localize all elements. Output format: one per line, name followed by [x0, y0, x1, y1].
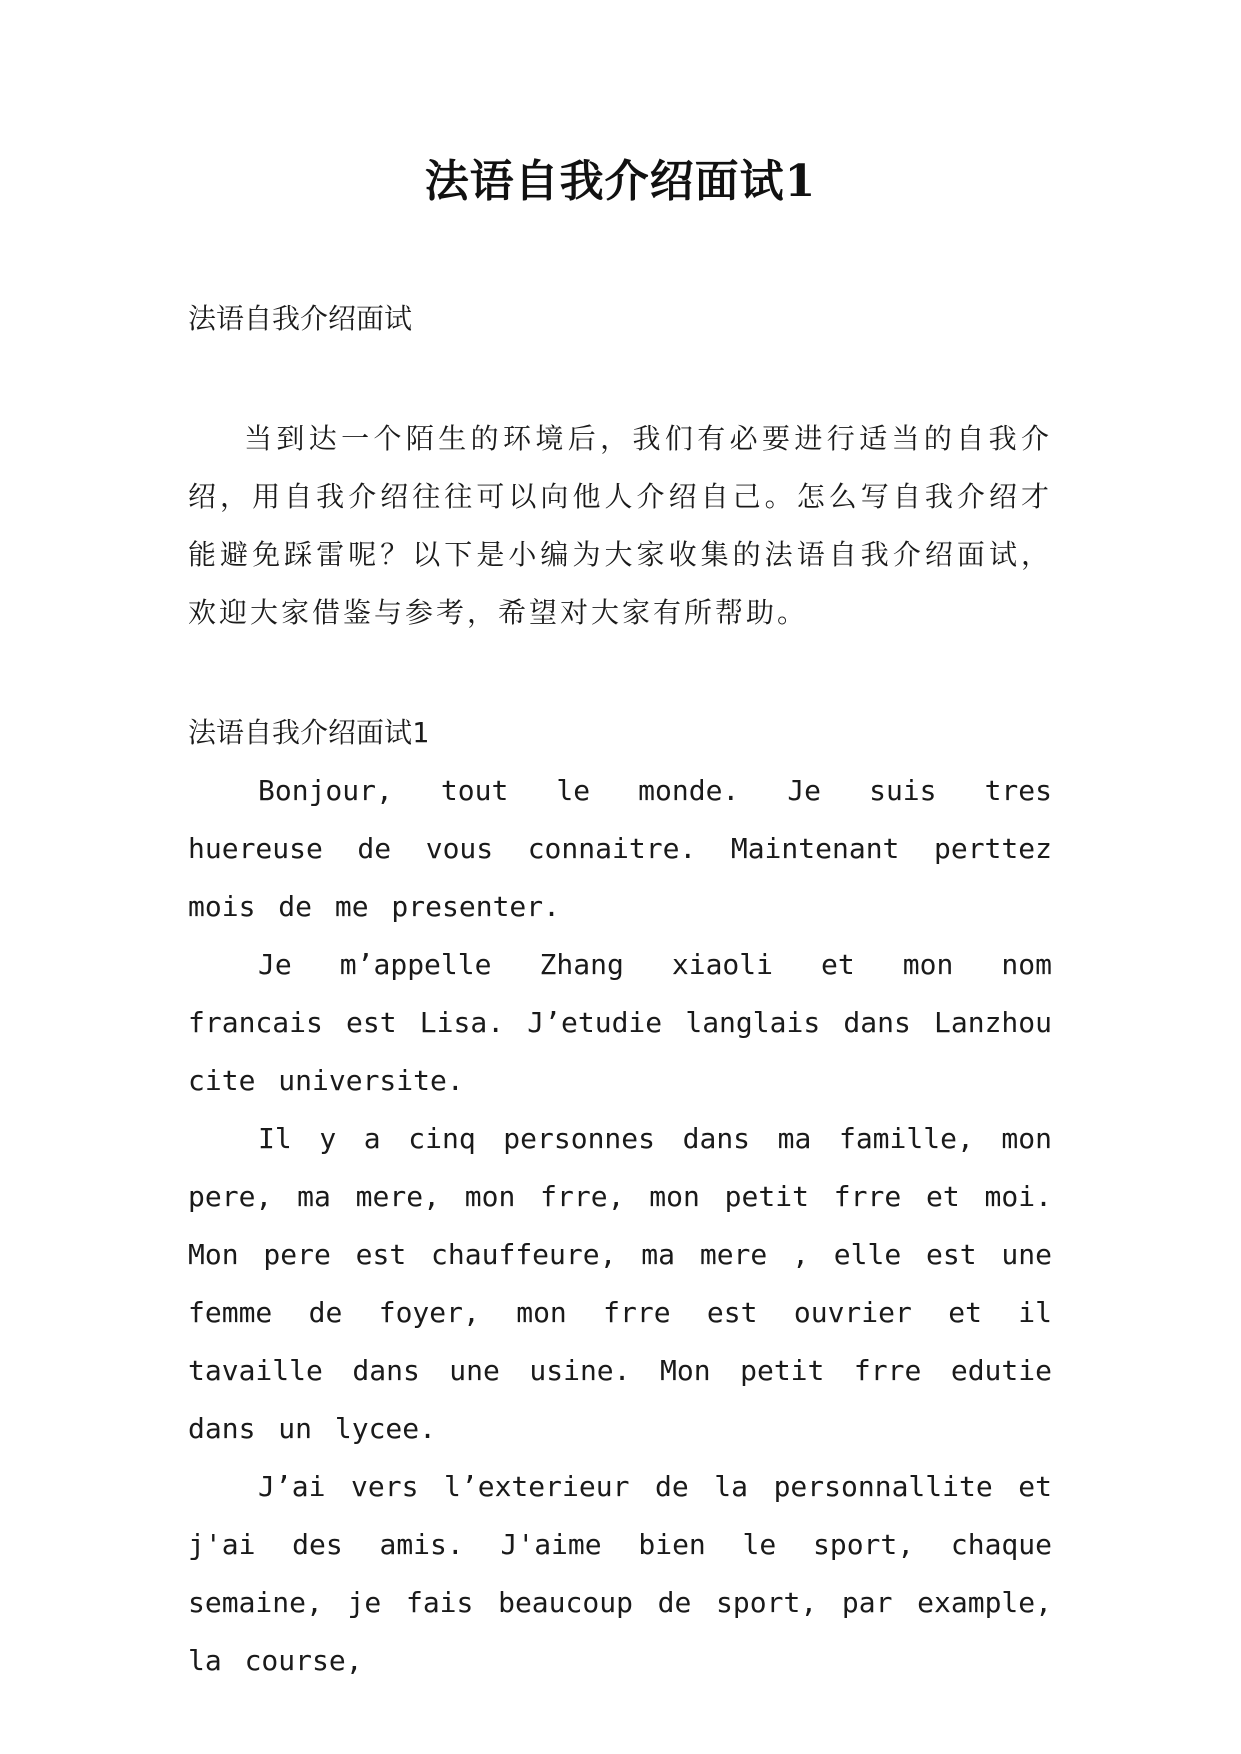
paragraph-greeting: Bonjour, tout le monde. Je suis tres huereuse de vous connaitre. Maintenant perttez mois de me presenter.: [188, 774, 1052, 923]
document-body: [188, 290, 1052, 1690]
paragraph-family: Il y a cinq personnes dans ma famille, mon pere, ma mere, mon frre, mon petit frre et moi. Mon pere est chauffeure, ma mere , elle est une femme de foyer, mon frre est ouvrier et il tavaille dans une usine. Mon petit frre edutie dans un lycee.: [188, 1122, 1052, 1445]
document-title: 法语自我介绍面试1: [424, 156, 817, 207]
section-heading: 法语自我介绍面试1: [188, 716, 429, 749]
paragraph-name: Je m’appelle Zhang xiaoli et mon nom francais est Lisa. J’etudie langlais dans Lanzhou cite universite.: [188, 948, 1052, 1097]
paragraph-personality: J’ai vers l’exterieur de la personnallite et j'ai des amis. J'aime bien le sport, chaque semaine, je fais beaucoup de sport, par example, la course,: [188, 1470, 1052, 1677]
intro-paragraph: 当到达一个陌生的环境后，我们有必要进行适当的自我介绍，用自我介绍往往可以向他人介绍自己。怎么写自我介绍才能避免踩雷呢？以下是小编为大家收集的法语自我介绍面试，欢迎大家借鉴与参考，希望对大家有所帮助。: [188, 422, 1052, 629]
document-subtitle: 法语自我介绍面试: [188, 302, 413, 335]
